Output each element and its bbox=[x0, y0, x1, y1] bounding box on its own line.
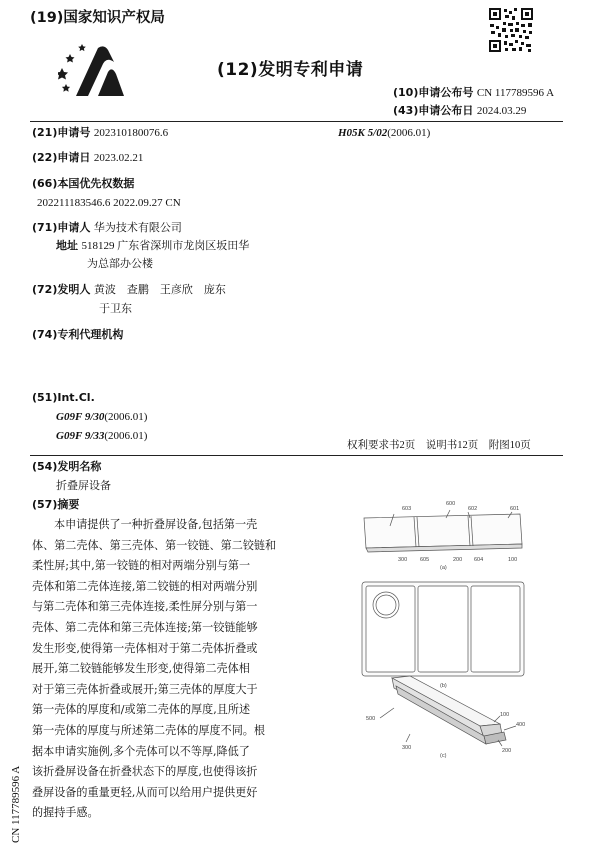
figure-label: 400 bbox=[516, 722, 526, 728]
abstract-line: 叠屏设备的重量更轻,从而可以给用户提供更好 bbox=[32, 785, 258, 799]
applicant-label: (71)申请人 bbox=[32, 221, 91, 234]
publication-date-label: (43)申请公布日 bbox=[393, 104, 474, 117]
abstract-label: (57)摘要 bbox=[32, 498, 80, 511]
side-publication-number: CN 117789596 A bbox=[10, 765, 22, 843]
abstract-line: 体、第二壳体、第三壳体、第一铰链、第二铰链和 bbox=[32, 538, 277, 552]
page-counts: 权利要求书2页 说明书12页 附图10页 bbox=[347, 440, 531, 451]
int-cl-label: (51)Int.Cl. bbox=[32, 391, 95, 404]
document-type: (12)发明专利申请 bbox=[217, 60, 364, 80]
inventors-line-2: 于卫东 bbox=[99, 303, 132, 315]
int-cl-code: G09F 9/33 bbox=[56, 430, 105, 442]
abstract-line: 柔性屏;其中,第一铰链的相对两端分别与第一 bbox=[32, 559, 251, 573]
int-cl-version: (2006.01) bbox=[104, 411, 148, 423]
address-row bbox=[56, 239, 249, 253]
applicant-row bbox=[32, 221, 182, 235]
abstract-line: 展开,第二铰链能够发生形变,使得第二壳体相 bbox=[32, 662, 250, 676]
biblio-divider bbox=[30, 455, 563, 456]
figure-label: 601 bbox=[510, 506, 520, 512]
figure-caption-c: (c) bbox=[440, 753, 447, 758]
figure-caption-a: (a) bbox=[440, 565, 447, 571]
qr-code bbox=[488, 7, 534, 53]
abstract-line: 与第二壳体和第三壳体连接,柔性屏分别与第一 bbox=[32, 600, 258, 614]
abstract-line: 本申请提供了一种折叠屏设备,包括第一壳 bbox=[54, 518, 258, 531]
address-line-1: 518129 广东省深圳市龙岗区坂田华 bbox=[81, 240, 250, 252]
ipc-main-code: H05K 5/02 bbox=[338, 127, 388, 139]
figure-label: 100 bbox=[508, 557, 518, 563]
address-label: 地址 bbox=[56, 239, 78, 252]
ipc-main-version: (2006.01) bbox=[387, 127, 431, 139]
figure-label: 600 bbox=[446, 501, 456, 507]
abstract-line: 的握持手感。 bbox=[32, 806, 99, 820]
application-number-label: (21)申请号 bbox=[32, 126, 91, 139]
application-number: 202310180076.6 bbox=[93, 127, 169, 139]
int-cl-code: G09F 9/30 bbox=[56, 411, 105, 423]
publication-date: 2024.03.29 bbox=[476, 105, 527, 117]
figure-label: 300 bbox=[402, 745, 412, 751]
application-date: 2023.02.21 bbox=[93, 152, 144, 164]
figure-label: 100 bbox=[500, 712, 510, 718]
office-name: (19)国家知识产权局 bbox=[30, 10, 165, 26]
publication-date-row bbox=[393, 104, 526, 118]
abstract-line: 该折叠屏设备在折叠状态下的厚度,也使得该折 bbox=[32, 765, 258, 779]
abstract-line: 对于第三壳体折叠或展开;第三壳体的厚度大于 bbox=[32, 682, 258, 696]
priority-data: 202211183546.6 2022.09.27 CN bbox=[37, 197, 181, 209]
application-number-row bbox=[32, 126, 168, 140]
abstract-text bbox=[32, 515, 295, 824]
figure-label: 603 bbox=[402, 506, 412, 512]
figure-caption-b: (b) bbox=[440, 683, 447, 689]
abstract-line: 发生形变,使得第一壳体相对于第二壳体折叠或 bbox=[32, 641, 258, 655]
inventor-row bbox=[32, 283, 226, 297]
cnipa-logo bbox=[58, 40, 130, 100]
agency-label: (74)专利代理机构 bbox=[32, 328, 124, 341]
int-cl-version: (2006.01) bbox=[104, 430, 148, 442]
figure-a-device bbox=[364, 510, 522, 552]
int-cl-item bbox=[56, 429, 147, 443]
abstract-figure bbox=[350, 496, 560, 758]
address-line-2: 为总部办公楼 bbox=[87, 258, 153, 270]
inventors-line-1: 黄波 查鹏 王彦欣 庞东 bbox=[93, 284, 226, 296]
application-date-label: (22)申请日 bbox=[32, 151, 91, 164]
abstract-line: 第一壳体的厚度与所述第二壳体的厚度不同。根 bbox=[32, 723, 265, 737]
invention-title: 折叠屏设备 bbox=[56, 480, 111, 492]
publication-number-row bbox=[393, 86, 554, 100]
figure-label: 604 bbox=[474, 557, 484, 563]
abstract-line: 据本申请实施例,多个壳体可以不等厚,降低了 bbox=[32, 744, 250, 758]
title-label: (54)发明名称 bbox=[32, 460, 102, 473]
priority-label: (66)本国优先权数据 bbox=[32, 177, 135, 190]
int-cl-item bbox=[56, 410, 147, 424]
abstract-line: 第一壳体的厚度和/或第二壳体的厚度,且所述 bbox=[32, 703, 251, 717]
figure-label: 605 bbox=[420, 557, 430, 563]
abstract-line: 壳体和第二壳体连接,第二铰链的相对两端分别 bbox=[32, 579, 258, 593]
figure-c-device bbox=[380, 676, 516, 746]
figure-label: 500 bbox=[366, 716, 376, 722]
figure-label: 200 bbox=[453, 557, 463, 563]
abstract-line: 壳体、第二壳体和第三壳体连接;第一铰链能够 bbox=[32, 620, 258, 634]
ipc-main-row bbox=[338, 126, 430, 140]
figure-b-device bbox=[362, 582, 524, 676]
figure-label: 602 bbox=[468, 506, 478, 512]
publication-number: CN 117789596 A bbox=[476, 87, 555, 99]
inventor-label: (72)发明人 bbox=[32, 283, 91, 296]
header-divider bbox=[30, 121, 563, 122]
figure-label: 200 bbox=[502, 748, 512, 754]
figure-label: 300 bbox=[398, 557, 408, 563]
applicant-name: 华为技术有限公司 bbox=[93, 222, 182, 234]
application-date-row bbox=[32, 151, 143, 165]
publication-number-label: (10)申请公布号 bbox=[393, 86, 474, 99]
